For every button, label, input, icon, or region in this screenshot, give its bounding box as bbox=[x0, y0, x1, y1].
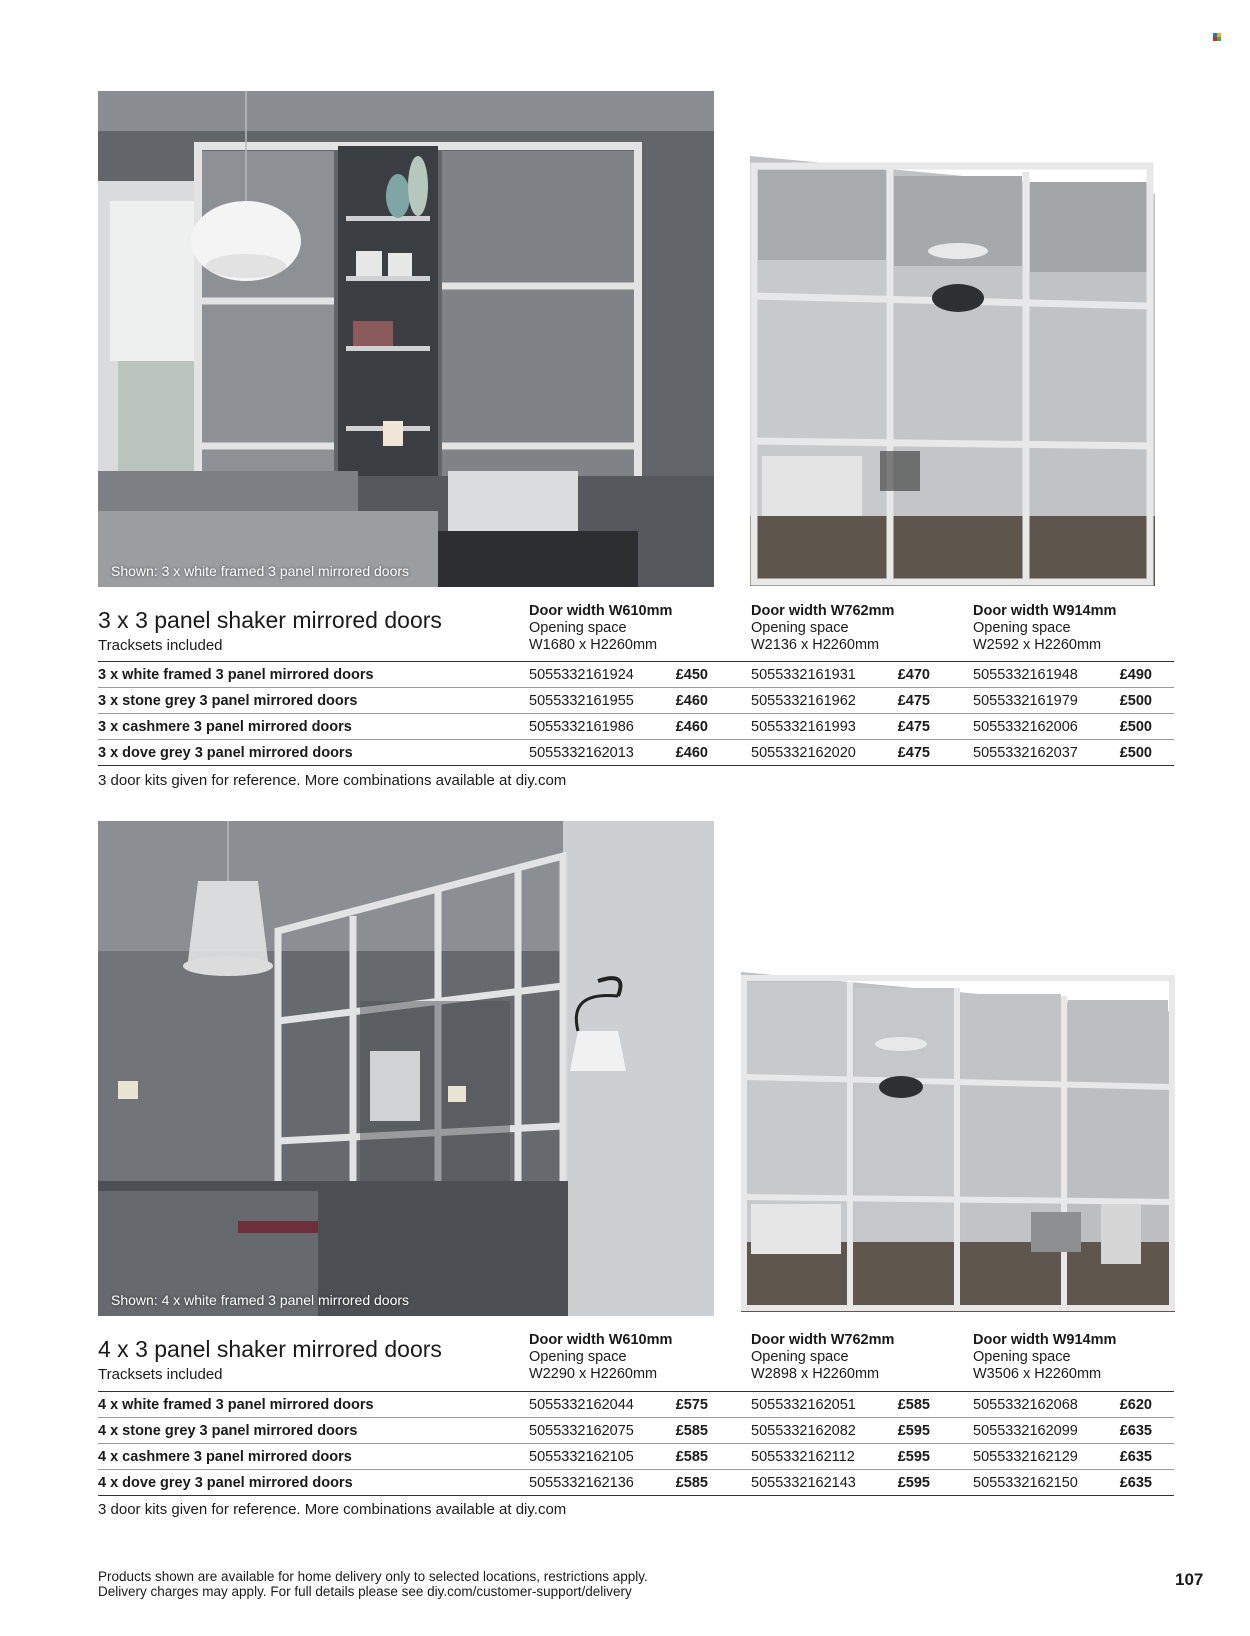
photo-caption: Shown: 3 x white framed 3 panel mirrored doors bbox=[111, 563, 410, 579]
column-header-w762 bbox=[751, 1332, 894, 1383]
product-name: 4 x stone grey 3 panel mirrored doors bbox=[98, 1423, 358, 1439]
product-price: £585 bbox=[675, 1423, 708, 1439]
product-price: £575 bbox=[675, 1397, 708, 1413]
delivery-footer bbox=[98, 1569, 648, 1599]
product-price: £460 bbox=[675, 719, 708, 735]
product-code: 5055332162143 bbox=[751, 1475, 856, 1491]
bedroom-illustration bbox=[98, 91, 714, 587]
opening-space-label: Opening space bbox=[751, 620, 849, 636]
product-name: 3 x dove grey 3 panel mirrored doors bbox=[98, 745, 353, 761]
product-price: £585 bbox=[675, 1449, 708, 1465]
price-table bbox=[98, 1391, 1174, 1496]
table-row bbox=[98, 714, 1174, 740]
product-code: 5055332162099 bbox=[973, 1423, 1078, 1439]
product-code: 5055332161931 bbox=[751, 667, 856, 683]
product-code: 5055332161955 bbox=[529, 693, 634, 709]
product-name: 3 x white framed 3 panel mirrored doors bbox=[98, 667, 374, 683]
product-code: 5055332162136 bbox=[529, 1475, 634, 1491]
product-name: 3 x stone grey 3 panel mirrored doors bbox=[98, 693, 358, 709]
opening-space-value: W2290 x H2260mm bbox=[529, 1366, 658, 1382]
product-price: £635 bbox=[1119, 1449, 1152, 1465]
section-title: 3 x 3 panel shaker mirrored doors bbox=[98, 607, 442, 633]
product-price: £635 bbox=[1119, 1475, 1152, 1491]
opening-space-label: Opening space bbox=[751, 1349, 849, 1365]
product-code: 5055332162082 bbox=[751, 1423, 856, 1439]
column-header-w914 bbox=[973, 603, 1116, 654]
product-price: £585 bbox=[897, 1397, 930, 1413]
mirrored-doors-illustration bbox=[750, 156, 1155, 586]
reference-note: 3 door kits given for reference. More combinations available at diy.com bbox=[98, 772, 567, 789]
door-width: Door width W914mm bbox=[973, 603, 1117, 619]
column-header-w610 bbox=[529, 1332, 672, 1383]
bedroom-photo-3-door bbox=[98, 91, 714, 587]
opening-space-value: W3506 x H2260mm bbox=[973, 1366, 1102, 1382]
footer-line: Delivery charges may apply. For full details please see diy.com/customer-support/delivery bbox=[98, 1584, 632, 1599]
product-price: £490 bbox=[1119, 667, 1152, 683]
opening-space-label: Opening space bbox=[529, 1349, 627, 1365]
table-row bbox=[98, 1444, 1174, 1470]
page-number: 107 bbox=[1175, 1570, 1204, 1589]
opening-space-label: Opening space bbox=[529, 620, 627, 636]
price-table bbox=[98, 661, 1174, 766]
section-title: 4 x 3 panel shaker mirrored doors bbox=[98, 1336, 442, 1362]
door-width: Door width W914mm bbox=[973, 1332, 1117, 1348]
table-row bbox=[98, 1392, 1174, 1418]
opening-space-label: Opening space bbox=[973, 620, 1071, 636]
product-price: £595 bbox=[897, 1475, 930, 1491]
column-header-w914 bbox=[973, 1332, 1116, 1383]
column-header-w610 bbox=[529, 603, 672, 654]
product-code: 5055332162068 bbox=[973, 1397, 1078, 1413]
product-name: 3 x cashmere 3 panel mirrored doors bbox=[98, 719, 352, 735]
product-name: 4 x white framed 3 panel mirrored doors bbox=[98, 1397, 374, 1413]
product-code: 5055332161993 bbox=[751, 719, 856, 735]
mirrored-doors-illustration bbox=[741, 972, 1175, 1312]
brand-logo-mark bbox=[1213, 33, 1221, 41]
table-row bbox=[98, 688, 1174, 714]
product-code: 5055332161962 bbox=[751, 693, 856, 709]
mirrored-doors-photo-3-door bbox=[750, 156, 1155, 586]
product-code: 5055332162044 bbox=[529, 1397, 634, 1413]
footer-line: Products shown are available for home delivery only to selected locations, restrictions apply. bbox=[98, 1569, 648, 1584]
product-code: 5055332162013 bbox=[529, 745, 634, 761]
opening-space-value: W1680 x H2260mm bbox=[529, 637, 658, 653]
door-width: Door width W610mm bbox=[529, 603, 673, 619]
product-price: £620 bbox=[1119, 1397, 1152, 1413]
product-code: 5055332162006 bbox=[973, 719, 1078, 735]
door-width: Door width W762mm bbox=[751, 1332, 895, 1348]
door-width: Door width W762mm bbox=[751, 603, 895, 619]
opening-space-value: W2898 x H2260mm bbox=[751, 1366, 880, 1382]
photo-caption: Shown: 4 x white framed 3 panel mirrored doors bbox=[111, 1292, 410, 1308]
product-price: £500 bbox=[1119, 719, 1152, 735]
product-code: 5055332162051 bbox=[751, 1397, 856, 1413]
product-price: £460 bbox=[675, 693, 708, 709]
table-row bbox=[98, 662, 1174, 688]
opening-space-label: Opening space bbox=[973, 1349, 1071, 1365]
bedroom-illustration bbox=[98, 821, 714, 1316]
reference-note: 3 door kits given for reference. More combinations available at diy.com bbox=[98, 1501, 567, 1518]
product-code: 5055332162150 bbox=[973, 1475, 1078, 1491]
column-header-w762 bbox=[751, 603, 894, 654]
table-row bbox=[98, 1470, 1174, 1496]
product-code: 5055332161979 bbox=[973, 693, 1078, 709]
product-price: £585 bbox=[675, 1475, 708, 1491]
product-code: 5055332162105 bbox=[529, 1449, 634, 1465]
product-name: 4 x cashmere 3 panel mirrored doors bbox=[98, 1449, 352, 1465]
product-price: £460 bbox=[675, 745, 708, 761]
product-price: £635 bbox=[1119, 1423, 1152, 1439]
product-price: £500 bbox=[1119, 693, 1152, 709]
product-price: £595 bbox=[897, 1449, 930, 1465]
product-code: 5055332162129 bbox=[973, 1449, 1078, 1465]
product-price: £450 bbox=[675, 667, 708, 683]
product-code: 5055332162112 bbox=[751, 1449, 855, 1465]
product-price: £595 bbox=[897, 1423, 930, 1439]
product-code: 5055332161924 bbox=[529, 667, 634, 683]
product-price: £500 bbox=[1119, 745, 1152, 761]
product-code: 5055332162037 bbox=[973, 745, 1078, 761]
product-price: £475 bbox=[897, 693, 930, 709]
table-row bbox=[98, 740, 1174, 766]
section-subtitle: Tracksets included bbox=[98, 637, 223, 654]
product-price: £470 bbox=[897, 667, 930, 683]
bedroom-photo-4-door bbox=[98, 821, 714, 1316]
opening-space-value: W2136 x H2260mm bbox=[751, 637, 880, 653]
product-code: 5055332162020 bbox=[751, 745, 856, 761]
section-subtitle: Tracksets included bbox=[98, 1366, 223, 1383]
door-width: Door width W610mm bbox=[529, 1332, 673, 1348]
product-name: 4 x dove grey 3 panel mirrored doors bbox=[98, 1475, 353, 1491]
opening-space-value: W2592 x H2260mm bbox=[973, 637, 1102, 653]
product-code: 5055332161948 bbox=[973, 667, 1078, 683]
mirrored-doors-photo-4-door bbox=[741, 972, 1175, 1312]
product-price: £475 bbox=[897, 745, 930, 761]
product-code: 5055332162075 bbox=[529, 1423, 634, 1439]
product-code: 5055332161986 bbox=[529, 719, 634, 735]
table-row bbox=[98, 1418, 1174, 1444]
product-price: £475 bbox=[897, 719, 930, 735]
